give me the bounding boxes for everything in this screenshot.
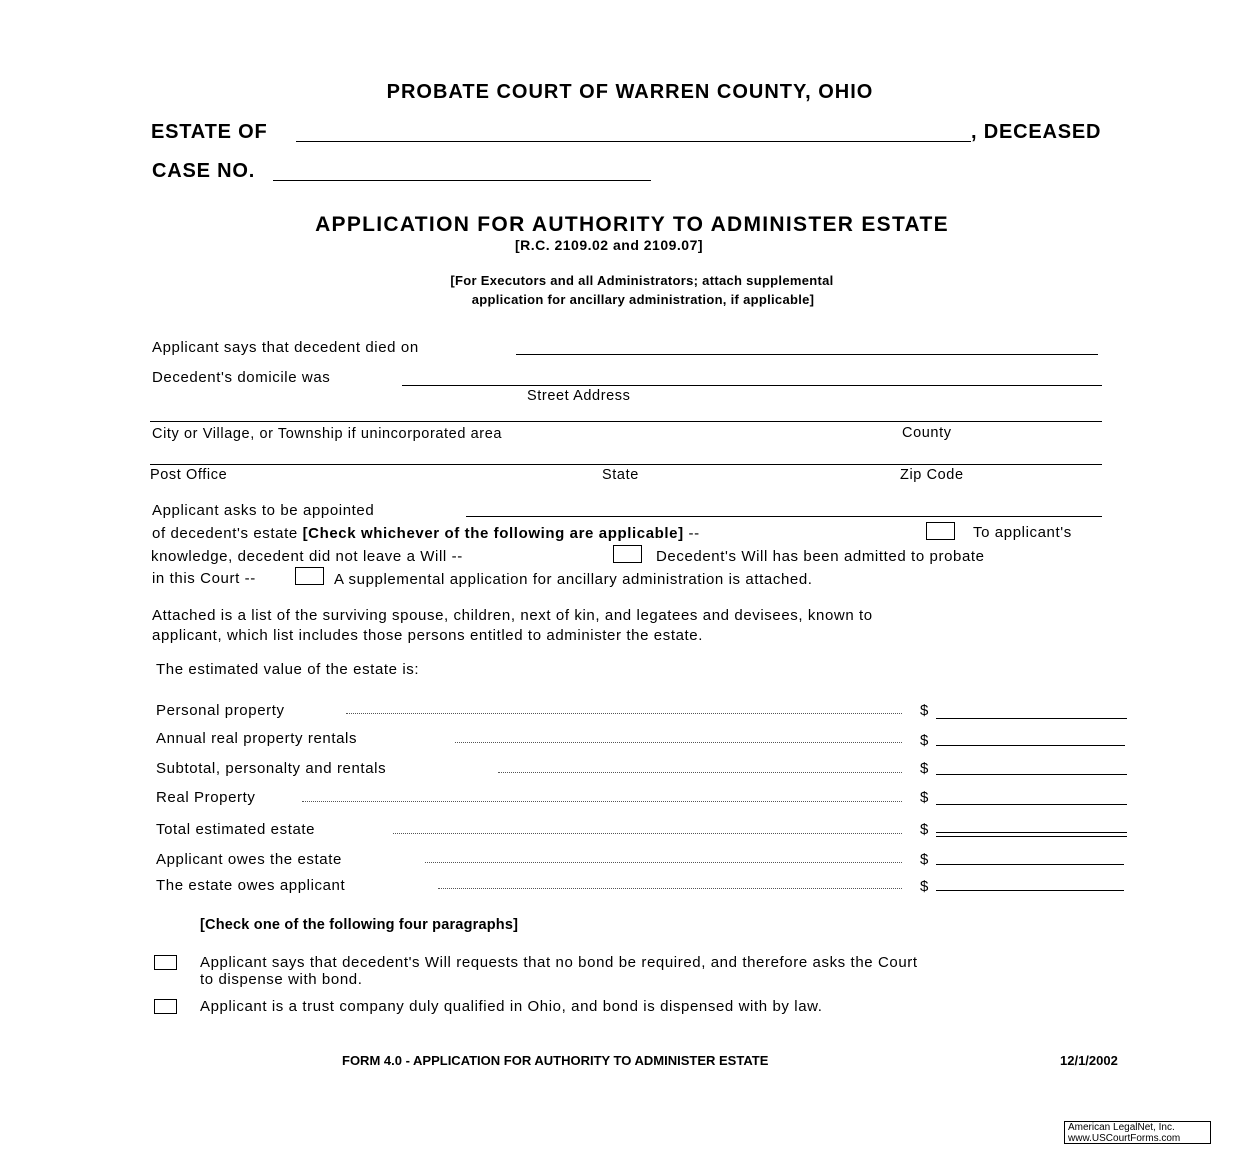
county-caption: County [902,425,952,441]
estate-owes-amount[interactable] [936,890,1124,891]
currency-symbol: $ [920,732,929,749]
estimate-intro: The estimated value of the estate is: [156,661,420,678]
date-of-death-field[interactable] [516,354,1098,355]
estate-check-text: of decedent's estate [152,525,303,542]
attached-list-line1: Attached is a list of the surviving spouse, children, next of kin, and legatees and devisees, known to [152,607,873,624]
leader-dots [498,772,902,773]
street-address-field[interactable] [402,385,1102,386]
leader-dots [425,862,902,863]
zip-caption: Zip Code [900,467,964,483]
currency-symbol: $ [920,789,929,806]
instruction-note-line2: application for ancillary administration, if applicable] [471,292,815,307]
leader-dots [302,801,902,802]
value-row-label: Real Property [156,789,256,806]
value-row-label: Subtotal, personalty and rentals [156,760,387,777]
will-admitted-text-b: in this Court -- [152,570,256,587]
ancillary-checkbox[interactable] [295,567,324,585]
died-on-label: Applicant says that decedent died on [152,339,419,356]
form-title: APPLICATION FOR AUTHORITY TO ADMINISTER ESTATE [315,213,949,236]
value-row-label: Personal property [156,702,285,719]
total-double-underline [936,836,1127,837]
ancillary-text: A supplemental application for ancillary administration is attached. [334,571,813,588]
no-will-checkbox[interactable] [926,522,955,540]
total-estate-amount[interactable] [936,832,1127,833]
postal-field[interactable] [150,464,1102,465]
estate-check-line [152,525,700,542]
bond-heading: [Check one of the following four paragraphs] [200,917,519,933]
leader-dots [455,742,902,743]
appointed-label: Applicant asks to be appointed [152,502,375,519]
estate-name-field[interactable] [296,141,971,142]
attached-list-line2: applicant, which list includes those persons entitled to administer the estate. [152,627,704,644]
no-bond-will-line1: Applicant says that decedent's Will requests that no bond be required, and therefore asks the Court [200,954,918,971]
statute-reference: [R.C. 2109.02 and 2109.07] [514,237,704,253]
subtotal-amount[interactable] [936,774,1127,775]
form-footer-title: FORM 4.0 - APPLICATION FOR AUTHORITY TO ADMINISTER ESTATE [342,1053,769,1068]
form-footer-date: 12/1/2002 [1060,1053,1118,1068]
no-will-text-b: knowledge, decedent did not leave a Will -- [151,548,463,565]
street-address-caption: Street Address [527,388,631,404]
publisher-stamp [1064,1121,1211,1144]
post-office-caption: Post Office [150,467,228,483]
currency-symbol: $ [920,821,929,838]
currency-symbol: $ [920,878,929,895]
instruction-note-line1: [For Executors and all Administrators; attach supplemental [450,273,834,288]
currency-symbol: $ [920,702,929,719]
publisher-url: www.USCourtForms.com [1068,1133,1181,1144]
currency-symbol: $ [920,760,929,777]
value-row-label: Applicant owes the estate [156,851,342,868]
rentals-amount[interactable] [936,745,1125,746]
no-bond-will-line2: to dispense with bond. [200,971,363,988]
currency-symbol: $ [920,851,929,868]
appointment-type-field[interactable] [466,516,1102,517]
estate-of-label: ESTATE OF [151,121,268,143]
real-property-amount[interactable] [936,804,1127,805]
case-no-label: CASE NO. [152,160,256,182]
trust-company-checkbox[interactable] [154,999,177,1014]
value-row-label: Total estimated estate [156,821,316,838]
value-row-label: Annual real property rentals [156,730,358,747]
court-name: PROBATE COURT OF WARREN COUNTY, OHIO [386,81,874,103]
deceased-label: , DECEASED [971,121,1102,143]
no-will-text-a: To applicant's [973,524,1072,541]
city-county-field[interactable] [150,421,1102,422]
personal-property-amount[interactable] [936,718,1127,719]
applicant-owes-amount[interactable] [936,864,1124,865]
city-caption: City or Village, or Township if unincorporated area [152,426,503,442]
domicile-label: Decedent's domicile was [152,369,331,386]
trust-company-text: Applicant is a trust company duly qualified in Ohio, and bond is dispensed with by law. [200,998,823,1015]
leader-dots [438,888,902,889]
leader-dots [346,713,902,714]
no-bond-will-checkbox[interactable] [154,955,177,970]
leader-dots [393,833,902,834]
case-no-field[interactable] [273,180,651,181]
will-admitted-checkbox[interactable] [613,545,642,563]
state-caption: State [602,467,639,483]
check-dashes: -- [683,525,700,542]
check-instruction: [Check whichever of the following are applicable] [302,525,684,542]
value-row-label: The estate owes applicant [156,877,346,894]
will-admitted-text-a: Decedent's Will has been admitted to probate [656,548,985,565]
publisher-name: American LegalNet, Inc. [1068,1122,1175,1133]
